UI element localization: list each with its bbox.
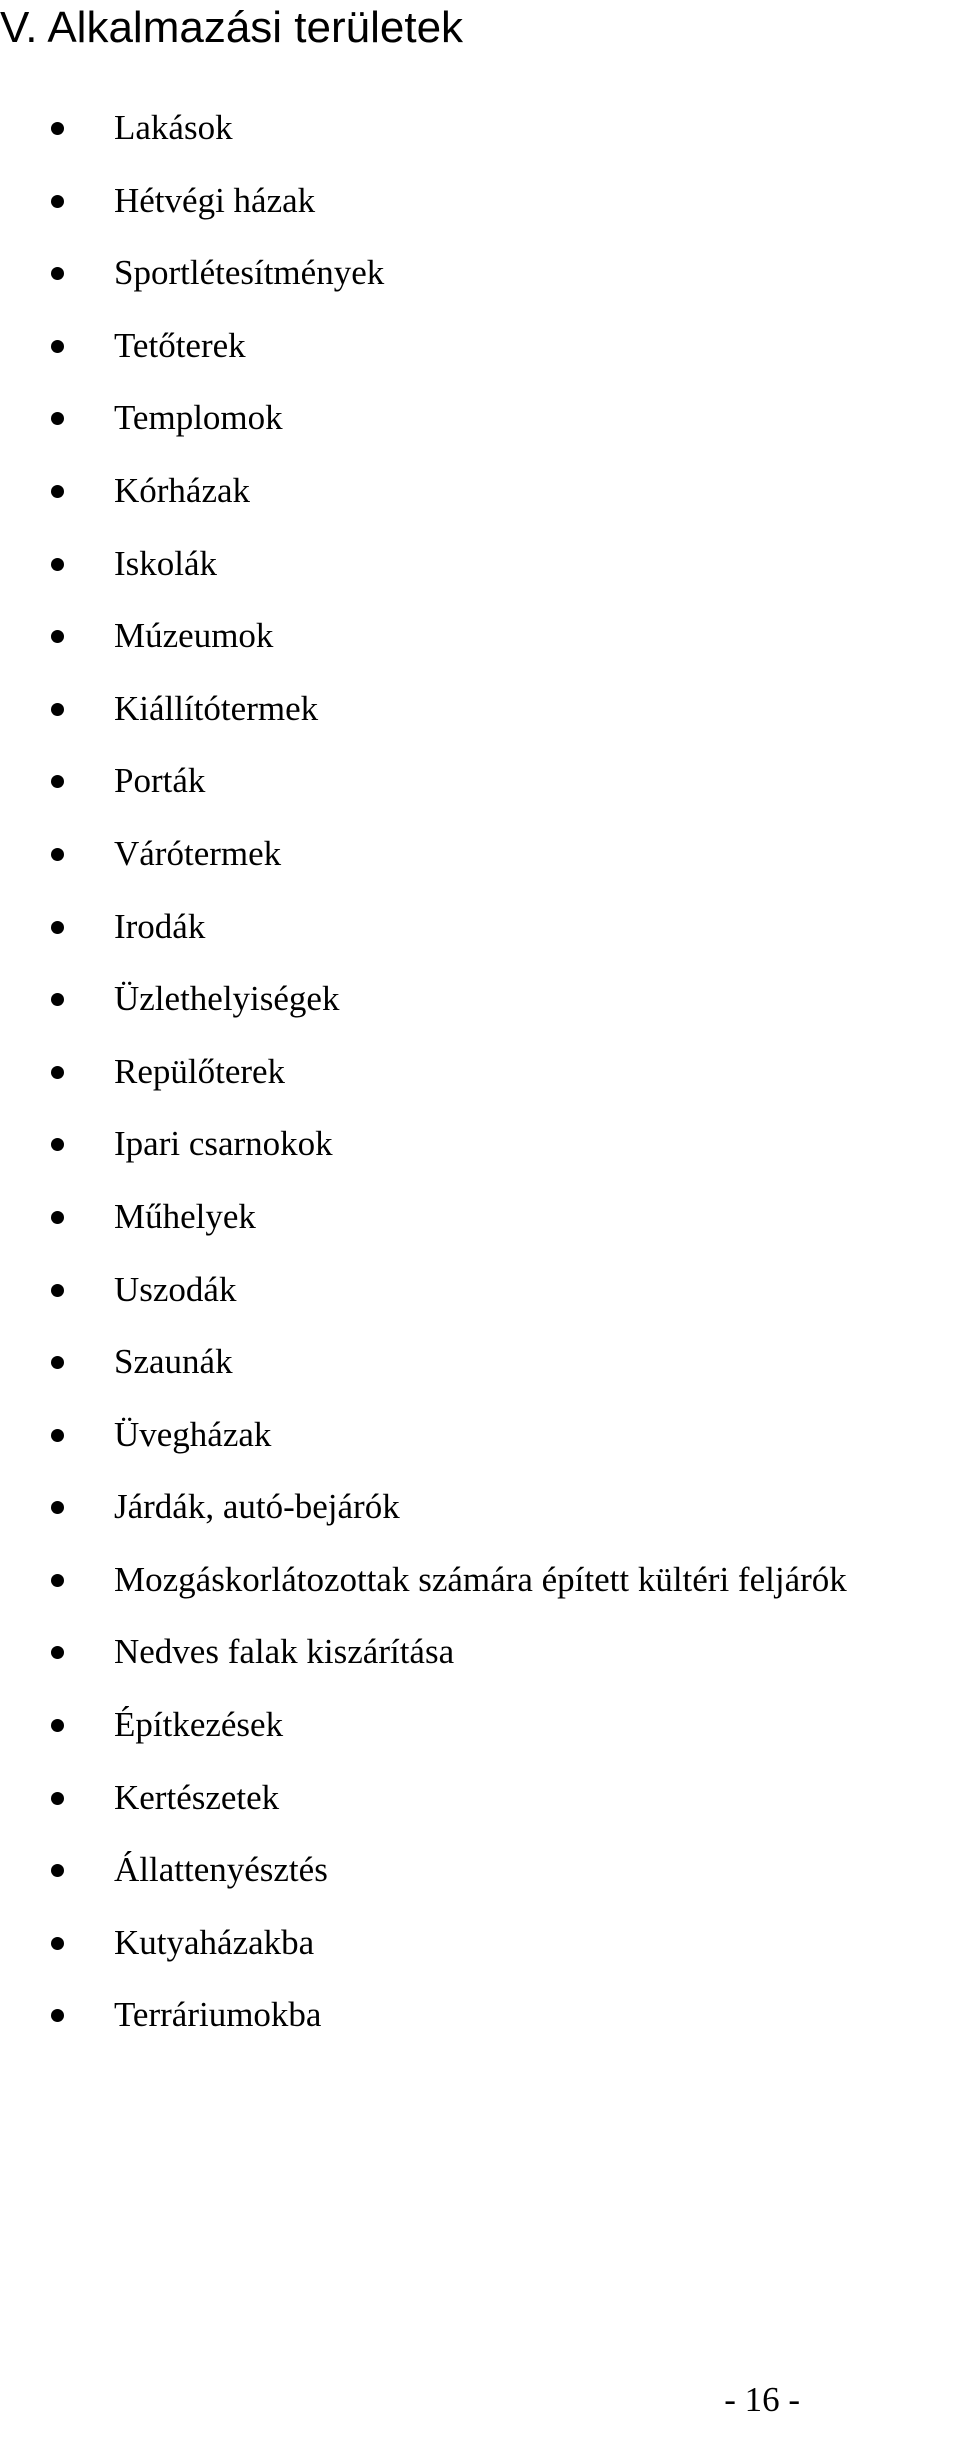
list-item bbox=[0, 98, 847, 171]
list-item bbox=[0, 1405, 847, 1478]
bullet-icon bbox=[51, 122, 64, 135]
list-item-label: Üzlethelyiségek bbox=[114, 979, 340, 1019]
list-item-label: Járdák, autó-bejárók bbox=[114, 1487, 400, 1527]
page-number: - 16 - bbox=[724, 2380, 800, 2419]
list-item-label: Üvegházak bbox=[114, 1414, 272, 1454]
list-item bbox=[0, 388, 847, 461]
bullet-icon bbox=[51, 485, 64, 498]
list-item bbox=[0, 1985, 847, 2058]
list-item-label: Mozgáskorlátozottak számára épített kültéri feljárók bbox=[114, 1559, 847, 1599]
application-areas-list bbox=[0, 98, 847, 2058]
list-item bbox=[0, 751, 847, 824]
list-item-label: Iskolák bbox=[114, 543, 218, 583]
list-item bbox=[0, 1768, 847, 1841]
bullet-icon bbox=[51, 993, 64, 1006]
list-item-label: Irodák bbox=[114, 906, 206, 946]
list-item-label: Szaunák bbox=[114, 1342, 233, 1382]
bullet-icon bbox=[51, 1356, 64, 1369]
list-item-label: Porták bbox=[114, 761, 206, 801]
list-item bbox=[0, 316, 847, 389]
bullet-icon bbox=[51, 195, 64, 208]
list-item-label: Kutyaházakba bbox=[114, 1922, 315, 1962]
bullet-icon bbox=[51, 412, 64, 425]
list-item-label: Repülőterek bbox=[114, 1051, 286, 1091]
bullet-icon bbox=[51, 1719, 64, 1732]
page-heading: V. Alkalmazási területek bbox=[0, 3, 464, 52]
bullet-icon bbox=[51, 1792, 64, 1805]
bullet-icon bbox=[51, 1138, 64, 1151]
bullet-icon bbox=[51, 703, 64, 716]
list-item bbox=[0, 679, 847, 752]
bullet-icon bbox=[51, 630, 64, 643]
bullet-icon bbox=[51, 267, 64, 280]
list-item-label: Kiállítótermek bbox=[114, 688, 319, 728]
list-item bbox=[0, 606, 847, 679]
bullet-icon bbox=[51, 1937, 64, 1950]
list-item-label: Nedves falak kiszárítása bbox=[114, 1632, 455, 1672]
list-item-label: Hétvégi házak bbox=[114, 180, 316, 220]
list-item-label: Múzeumok bbox=[114, 616, 274, 656]
bullet-icon bbox=[51, 1211, 64, 1224]
list-item-label: Várótermek bbox=[114, 833, 282, 873]
list-item-label: Uszodák bbox=[114, 1269, 237, 1309]
list-item bbox=[0, 1114, 847, 1187]
list-item bbox=[0, 1042, 847, 1115]
bullet-icon bbox=[51, 2009, 64, 2022]
bullet-icon bbox=[51, 775, 64, 788]
bullet-icon bbox=[51, 848, 64, 861]
list-item bbox=[0, 1913, 847, 1986]
list-item-label: Kertészetek bbox=[114, 1777, 280, 1817]
list-item bbox=[0, 1260, 847, 1333]
bullet-icon bbox=[51, 1864, 64, 1877]
list-item bbox=[0, 534, 847, 607]
list-item-label: Műhelyek bbox=[114, 1196, 256, 1236]
list-item bbox=[0, 1477, 847, 1550]
list-item-label: Templomok bbox=[114, 398, 283, 438]
list-item bbox=[0, 1695, 847, 1768]
list-item-label: Lakások bbox=[114, 108, 233, 147]
list-item bbox=[0, 243, 847, 316]
list-item bbox=[0, 1187, 847, 1260]
list-item bbox=[0, 969, 847, 1042]
bullet-icon bbox=[51, 1646, 64, 1659]
list-item-label: Terráriumokba bbox=[114, 1995, 322, 2035]
list-item bbox=[0, 1622, 847, 1695]
bullet-icon bbox=[51, 1501, 64, 1514]
list-item-label: Ipari csarnokok bbox=[114, 1124, 333, 1164]
bullet-icon bbox=[51, 558, 64, 571]
list-item-label: Állattenyésztés bbox=[114, 1850, 328, 1890]
bullet-icon bbox=[51, 1574, 64, 1587]
bullet-icon bbox=[51, 1429, 64, 1442]
list-item bbox=[0, 1332, 847, 1405]
list-item-label: Tetőterek bbox=[114, 325, 246, 365]
list-item bbox=[0, 824, 847, 897]
list-item-label: Kórházak bbox=[114, 470, 251, 510]
list-item bbox=[0, 897, 847, 970]
list-item-label: Sportlétesítmények bbox=[114, 253, 385, 293]
list-item bbox=[0, 171, 847, 244]
list-item bbox=[0, 461, 847, 534]
bullet-icon bbox=[51, 921, 64, 934]
bullet-icon bbox=[51, 1284, 64, 1297]
list-item-label: Építkezések bbox=[114, 1705, 284, 1745]
bullet-icon bbox=[51, 340, 64, 353]
list-item bbox=[0, 1550, 847, 1623]
bullet-icon bbox=[51, 1066, 64, 1079]
list-item bbox=[0, 1840, 847, 1913]
